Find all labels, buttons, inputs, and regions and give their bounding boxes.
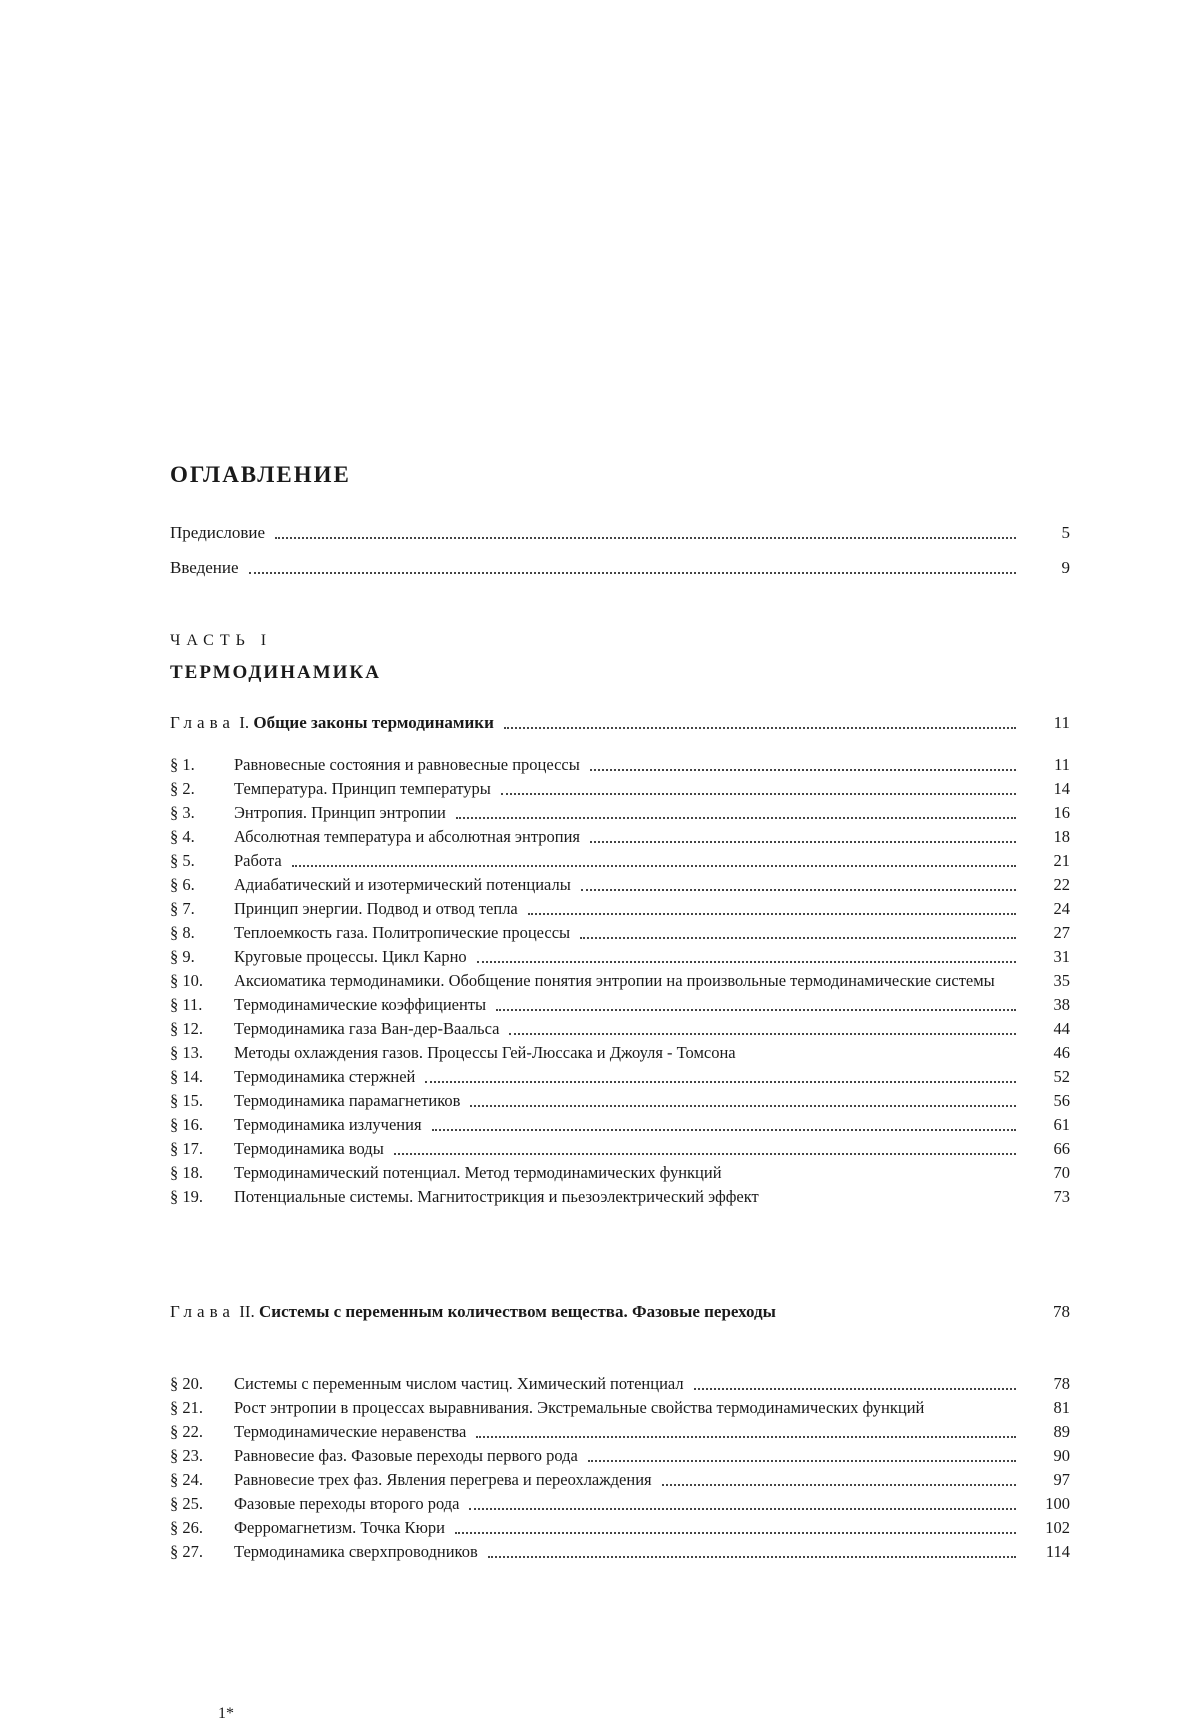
dot-leader [590,769,1016,771]
dot-leader [501,793,1016,795]
dot-leader [476,1436,1016,1438]
section-title: Энтропия. Принцип энтропии [234,803,446,822]
section-title: Равновесные состояния и равновесные процессы [234,755,580,774]
section-page: 22 [1053,875,1070,894]
section-title: Принцип энергии. Подвод и отвод тепла [234,899,518,918]
toc-section [170,969,1070,993]
section-number: § 7. [170,899,195,918]
section-page: 27 [1053,923,1070,942]
chapter-numeral: I. [239,713,250,732]
chapter-page: 78 [1053,1302,1070,1321]
dot-leader [425,1081,1016,1083]
entry-page: 5 [1061,523,1070,542]
section-number: § 13. [170,1043,203,1062]
toc-section [170,801,1070,825]
section-page: 90 [1053,1446,1070,1465]
section-title: Термодинамика излучения [234,1115,422,1134]
dot-leader [292,865,1016,867]
toc-section [170,849,1070,873]
dot-leader [528,913,1016,915]
section-number: § 19. [170,1187,203,1206]
section-page: 46 [1053,1043,1070,1062]
toc-section [170,1113,1070,1137]
section-number: § 17. [170,1139,203,1158]
chapter-page: 11 [1053,713,1070,732]
section-number: § 26. [170,1518,203,1537]
section-title: Термодинамика парамагнетиков [234,1091,461,1110]
chapter-heading-2 [170,1300,1070,1324]
section-title: Равновесие трех фаз. Явления перегрева и переохлаждения [234,1470,652,1489]
toc-section [170,1161,1070,1185]
toc-section [170,921,1070,945]
section-page: 78 [1053,1374,1070,1393]
section-page: 31 [1053,947,1070,966]
section-title: Термодинамика воды [234,1139,384,1158]
section-number: § 5. [170,851,195,870]
part-title: ТЕРМОДИНАМИКА [170,662,381,683]
section-title: Системы с переменным числом частиц. Химический потенциал [234,1374,684,1393]
dot-leader [432,1129,1016,1131]
section-number: § 25. [170,1494,203,1513]
section-title: Фазовые переходы второго рода [234,1494,460,1513]
toc-section [170,873,1070,897]
dot-leader [581,889,1016,891]
section-number: § 21. [170,1398,203,1417]
chapter-word: Глава [170,713,235,732]
section-page: 73 [1053,1187,1070,1206]
section-title: Ферромагнетизм. Точка Кюри [234,1518,445,1537]
section-number: § 16. [170,1115,203,1134]
section-page: 114 [1045,1542,1070,1561]
dot-leader [496,1009,1016,1011]
chapter-title: Общие законы термодинамики [253,713,494,732]
section-page: 24 [1053,899,1070,918]
section-page: 81 [1053,1398,1070,1417]
section-number: § 22. [170,1422,203,1441]
section-title: Термодинамический потенциал. Метод термодинамических функций [234,1163,722,1182]
toc-section [170,1444,1070,1468]
toc-section [170,945,1070,969]
section-title: Абсолютная температура и абсолютная энтропия [234,827,580,846]
section-page: 38 [1053,995,1070,1014]
dot-leader [504,727,1016,729]
part-number: ЧАСТЬ I [170,632,273,649]
dot-leader [249,572,1016,574]
section-page: 97 [1053,1470,1070,1489]
section-number: § 6. [170,875,195,894]
dot-leader [455,1532,1016,1534]
front-entry-preface [170,522,1070,544]
section-title: Адиабатический и изотермический потенциалы [234,875,571,894]
section-title: Потенциальные системы. Магнитострикция и пьезоэлектрический эффект [234,1187,759,1206]
section-title: Методы охлаждения газов. Процессы Гей-Люссака и Джоуля - Томсона [234,1043,736,1062]
toc-section [170,1065,1070,1089]
section-number: § 27. [170,1542,203,1561]
section-page: 66 [1053,1139,1070,1158]
toc-section [170,1185,1070,1209]
section-number: § 4. [170,827,195,846]
section-title: Теплоемкость газа. Политропические процессы [234,923,571,942]
section-title: Температура. Принцип температуры [234,779,491,798]
toc-section [170,1468,1070,1492]
toc-section [170,777,1070,801]
toc-section [170,1089,1070,1113]
front-entry-introduction [170,557,1070,579]
section-page: 52 [1053,1067,1070,1086]
dot-leader [469,1508,1016,1510]
section-number: § 9. [170,947,195,966]
section-number: § 1. [170,755,195,774]
section-number: § 24. [170,1470,203,1489]
dot-leader [588,1460,1016,1462]
section-title: Круговые процессы. Цикл Карно [234,947,467,966]
chapter-2-sections [170,1372,1070,1564]
section-number: § 11. [170,995,203,1014]
chapter-numeral: II. [239,1302,255,1321]
section-title: Равновесие фаз. Фазовые переходы первого рода [234,1446,578,1465]
toc-section [170,1372,1070,1396]
toc-page [170,0,1070,1736]
dot-leader [488,1556,1016,1558]
section-page: 56 [1053,1091,1070,1110]
chapter-title: Системы с переменным количеством вещества. Фазовые переходы [259,1302,776,1321]
section-number: § 12. [170,1019,203,1038]
toc-section [170,993,1070,1017]
toc-section [170,753,1070,777]
toc-section [170,1420,1070,1444]
dot-leader [275,537,1016,539]
toc-title: ОГЛАВЛЕНИЕ [170,462,351,487]
chapter-heading-1 [170,712,1070,734]
dot-leader [477,961,1016,963]
chapter-word: Глава [170,1302,235,1321]
section-number: § 10. [170,971,203,990]
dot-leader [694,1388,1016,1390]
front-matter-list [170,522,1070,579]
section-number: § 8. [170,923,195,942]
section-number: § 14. [170,1067,203,1086]
section-number: § 15. [170,1091,203,1110]
entry-page: 9 [1061,558,1070,577]
toc-section [170,1017,1070,1041]
toc-section [170,1137,1070,1161]
section-title: Рост энтропии в процессах выравнивания. Экстремальные свойства термодинамических функций [234,1398,925,1417]
section-page: 61 [1053,1115,1070,1134]
dot-leader [456,817,1016,819]
entry-label: Введение [170,558,239,577]
section-page: 14 [1053,779,1070,798]
section-number: § 23. [170,1446,203,1465]
dot-leader [662,1484,1016,1486]
toc-section [170,825,1070,849]
dot-leader [580,937,1016,939]
section-page: 102 [1045,1518,1070,1537]
dot-leader [470,1105,1016,1107]
section-title: Термодинамика стержней [234,1067,416,1086]
section-title: Работа [234,851,282,870]
toc-section [170,897,1070,921]
section-page: 89 [1053,1422,1070,1441]
toc-section [170,1041,1070,1065]
section-page: 11 [1054,755,1070,774]
toc-section [170,1540,1070,1564]
section-title: Термодинамические коэффициенты [234,995,487,1014]
toc-section [170,1516,1070,1540]
section-title: Термодинамические неравенства [234,1422,467,1441]
section-page: 16 [1053,803,1070,822]
section-page: 18 [1053,827,1070,846]
section-page: 35 [1053,971,1070,990]
section-title: Аксиоматика термодинамики. Обобщение понятия энтропии на произвольные термодинамические системы [234,971,995,990]
section-page: 44 [1053,1019,1070,1038]
section-title: Термодинамика газа Ван-дер-Ваальса [234,1019,500,1038]
dot-leader [394,1153,1016,1155]
dot-leader [509,1033,1016,1035]
entry-label: Предисловие [170,523,266,542]
chapter-1-sections [170,753,1070,1209]
toc-section [170,1396,1070,1420]
section-page: 21 [1053,851,1070,870]
dot-leader [590,841,1016,843]
section-number: § 2. [170,779,195,798]
section-title: Термодинамика сверхпроводников [234,1542,478,1561]
toc-section [170,1492,1070,1516]
section-page: 100 [1045,1494,1070,1513]
section-number: § 3. [170,803,195,822]
section-number: § 18. [170,1163,203,1182]
page-folio: 1* [218,1705,234,1722]
section-number: § 20. [170,1374,203,1393]
section-page: 70 [1053,1163,1070,1182]
